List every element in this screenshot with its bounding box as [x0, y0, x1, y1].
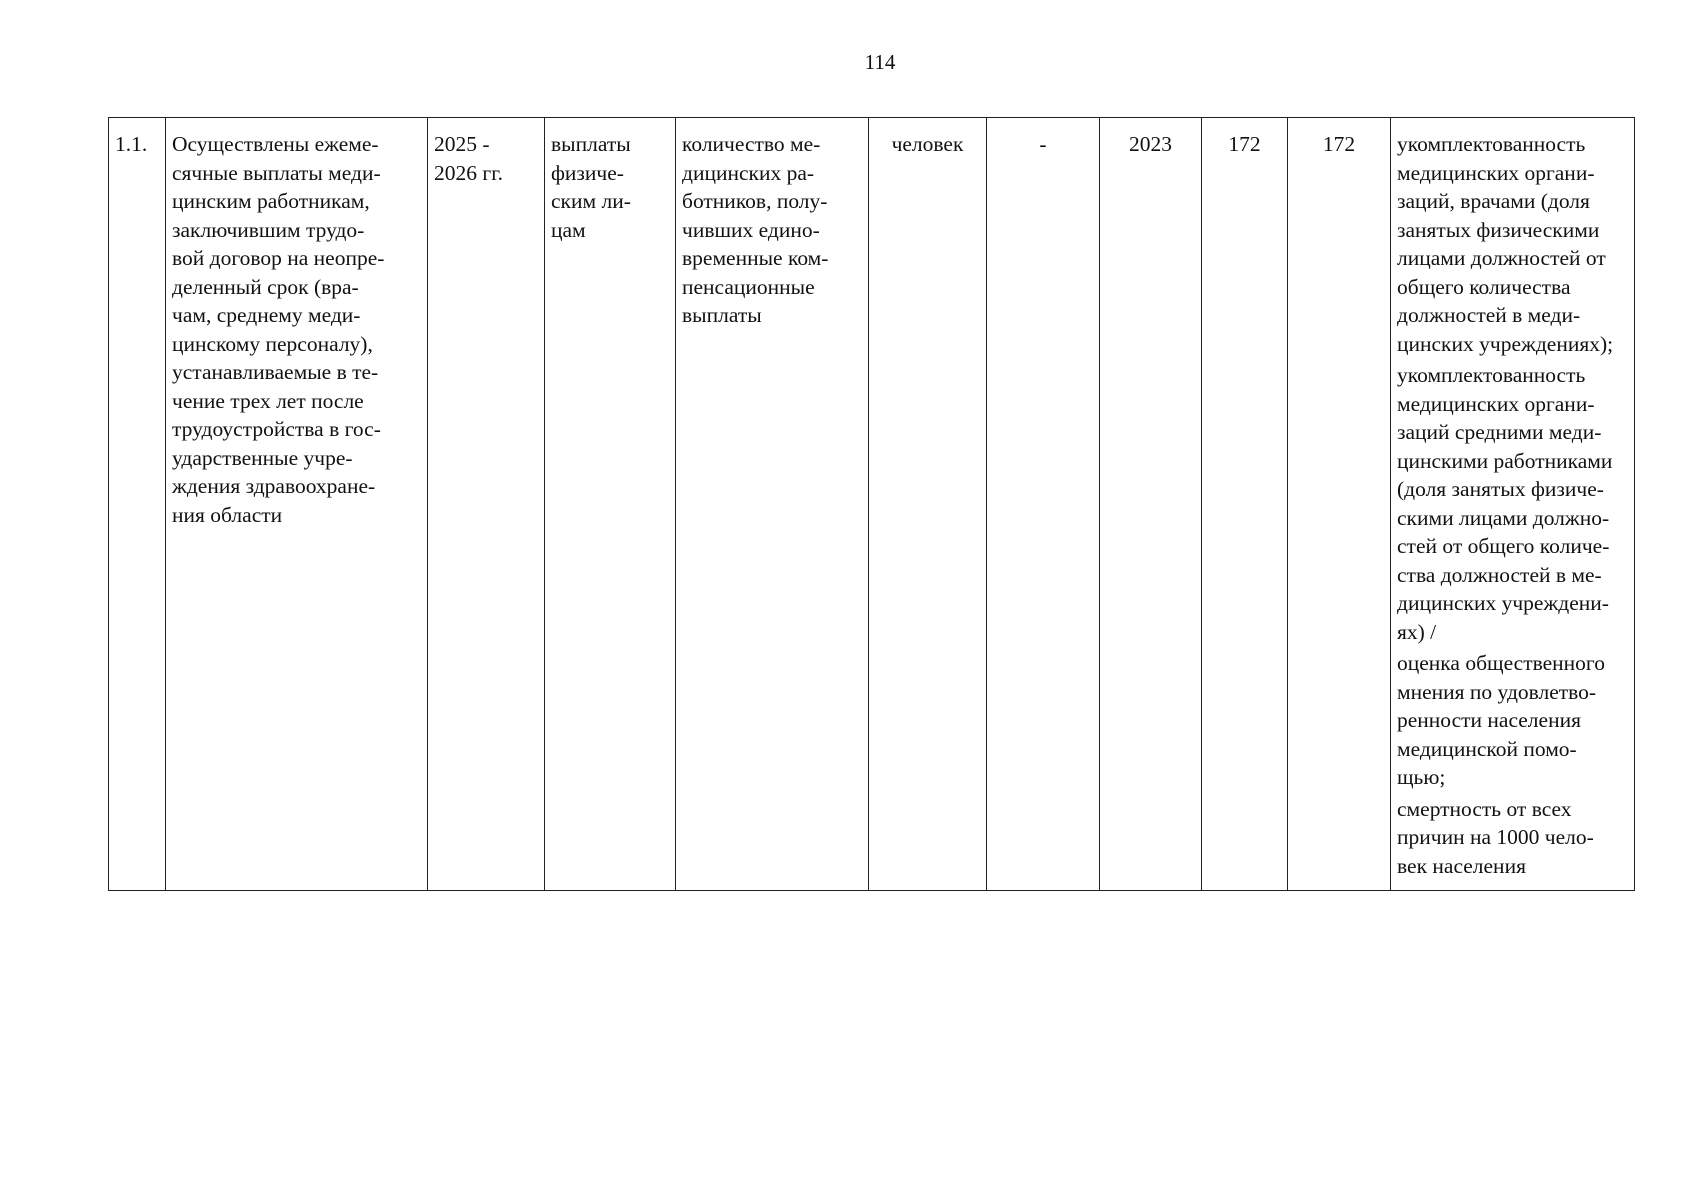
event-description: Осуществлены ежеме- сячные выплаты меди- цинским работникам, заключившим трудо- вой договор на неопре- деленный срок (вра- чам, среднему меди- цинскому персоналу), устанавливаемые в те- чение трех лет после трудоустройства в гос- ударственные учре- ждения здравоохране- ния области — [166, 118, 428, 891]
row-number: 1.1. — [109, 118, 166, 891]
page-number: 114 — [864, 50, 896, 74]
value-cell-2: 172 — [1288, 118, 1391, 891]
period-cell: 2025 - 2026 гг. — [428, 118, 545, 891]
base-value-cell: - — [987, 118, 1100, 891]
result-item: укомплектованность медицинских органи- заций средними меди- цинскими работниками (доля занятых физиче- скими лицами должно- стей от общего количе- ства должностей в ме- дицинских учреждени- ях) / — [1397, 363, 1613, 644]
results-cell — [1391, 118, 1635, 891]
indicator-cell: количество ме- дицинских ра- ботников, полу- чивших едино- временные ком- пенсационные выплаты — [676, 118, 869, 891]
measures-table — [108, 117, 1635, 891]
measure-type-cell: выплаты физиче- ским ли- цам — [545, 118, 676, 891]
result-item: смертность от всех причин на 1000 чело- век населения — [1397, 796, 1594, 878]
year-cell: 2023 — [1100, 118, 1202, 891]
result-item: укомплектованность медицинских органи- заций, врачами (доля занятых физическими лицами должностей от общего количества должностей в меди- цинских учреждениях); — [1397, 132, 1614, 356]
unit-cell: человек — [869, 118, 987, 891]
table-row — [109, 118, 1635, 891]
result-item: оценка общественного мнения по удовлетво- ренности населения медицинской помо- щью; — [1397, 651, 1605, 789]
value-cell-1: 172 — [1202, 118, 1288, 891]
